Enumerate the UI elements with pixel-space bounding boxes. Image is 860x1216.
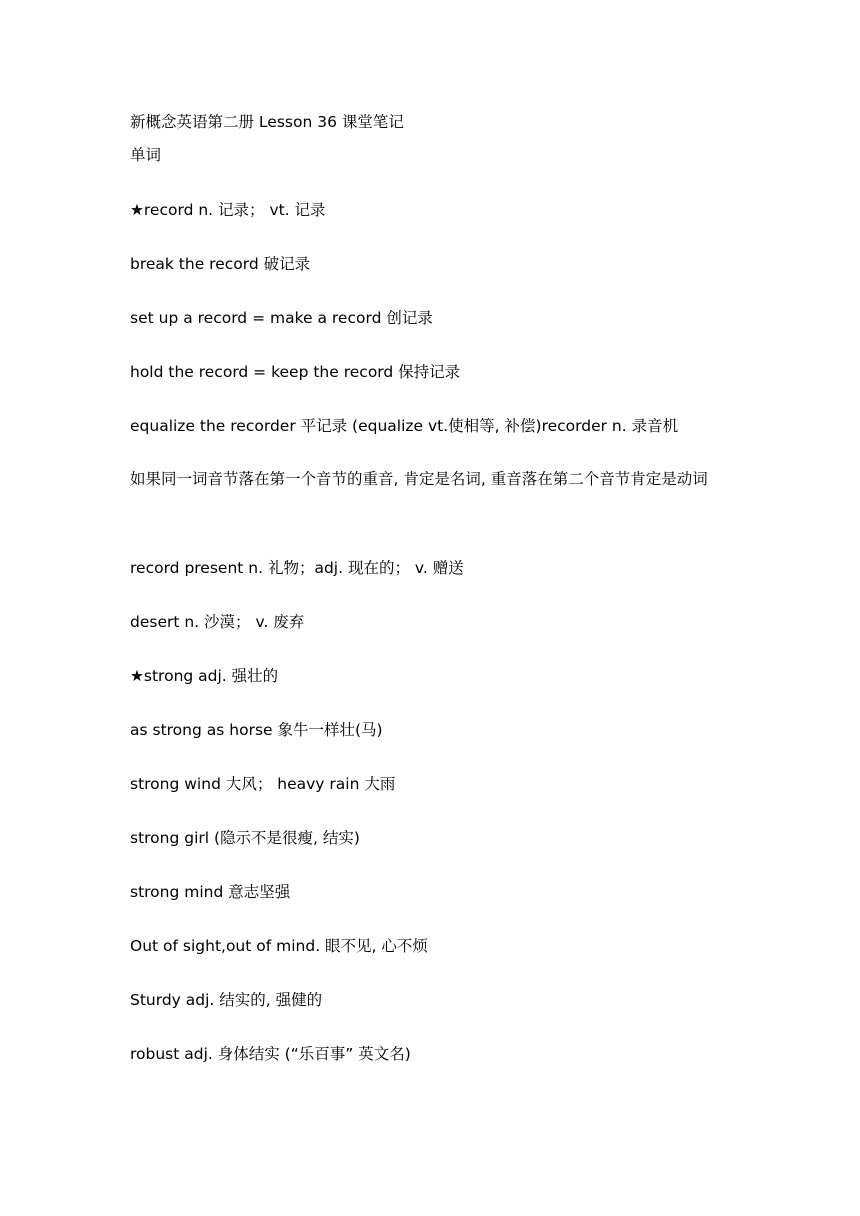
note-line: ★record n. 记录； vt. 记录 [130, 201, 326, 219]
note-line: set up a record = make a record 创记录 [130, 309, 433, 327]
document-title: 新概念英语第二册 Lesson 36 课堂笔记 [130, 113, 404, 131]
note-line: Sturdy adj. 结实的, 强健的 [130, 991, 323, 1009]
note-paragraph: 如果同一词音节落在第一个音节的重音, 肯定是名词, 重音落在第二个音节肯定是动词 [130, 470, 708, 488]
note-line: robust adj. 身体结实 (“乐百事” 英文名) [130, 1045, 411, 1063]
note-line: equalize the recorder 平记录 (equalize vt.使相等, 补偿)recorder n. 录音机 [130, 417, 679, 435]
note-line: strong wind 大风； heavy rain 大雨 [130, 775, 396, 793]
section-heading: 单词 [130, 146, 162, 164]
note-line: Out of sight,out of mind. 眼不见, 心不烦 [130, 937, 428, 955]
note-line: strong girl (隐示不是很瘦, 结实) [130, 829, 360, 847]
note-line: ★strong adj. 强壮的 [130, 667, 279, 685]
note-line: record present n. 礼物；adj. 现在的； v. 赠送 [130, 559, 464, 577]
note-line: break the record 破记录 [130, 255, 311, 273]
note-line: hold the record = keep the record 保持记录 [130, 363, 461, 381]
note-line: desert n. 沙漠； v. 废弃 [130, 613, 305, 631]
note-line: strong mind 意志坚强 [130, 883, 291, 901]
note-line: as strong as horse 象牛一样壮(马) [130, 721, 383, 739]
